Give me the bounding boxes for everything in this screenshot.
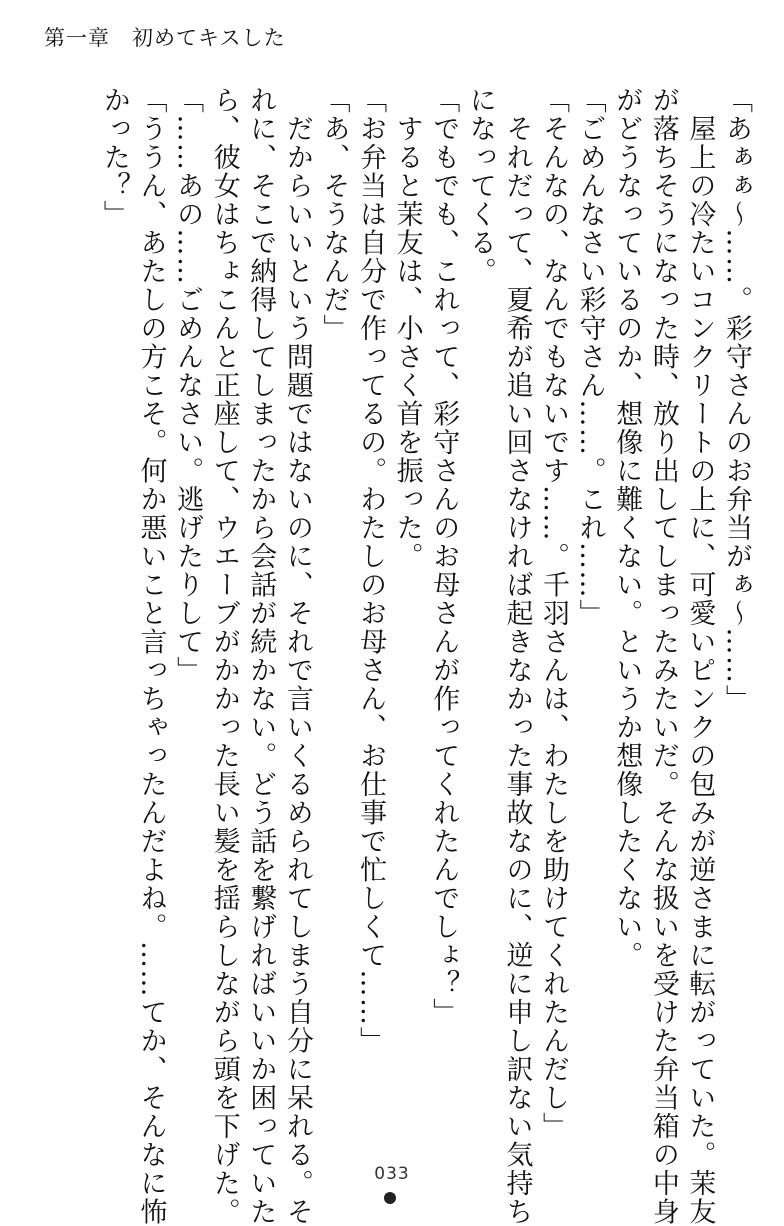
text-line: 「お弁当は自分で作ってるの。わたしのお母さん、お仕事で忙しくて……」 [355,86,387,1055]
chapter-title: 第一章 初めてキスした [44,26,286,50]
text-line: だからいいという問題ではないのに、それで言いくるめられてしまう自分に呆れる。そ [281,86,313,1226]
text-line: それだって、夏希が追い回さなければ起きなかった事故なのに、逆に申し訳ない気持ち [501,86,533,1226]
binding-mark [384,1192,396,1204]
text-line: がどうなっているのか、想像に難くない。というか想像したくない。 [611,86,643,970]
text-line: 「あぁぁ〜……。彩守さんのお弁当がぁ〜……」 [721,86,752,713]
text-line: になってくる。 [464,86,496,286]
text-line: 「そんなの、なんでもないです……。千羽さんは、わたしを助けてくれたんだし」 [538,86,570,1141]
text-line: かった？」 [98,86,130,229]
text-line: 「ううん、あたしの方こそ。何か悪いこと言っちゃったんだよね。……てか、そんなに怖 [135,86,167,1226]
page-number: 033 [374,1164,410,1184]
text-line: 「ごめんなさい彩守さん……。これ……」 [574,86,606,628]
text-line: 「でもでも、これって、彩守さんのお母さんが作ってくれたんでしょ？」 [428,86,460,1027]
text-line: ら、彼女はちょこんと正座して、ウエーブがかかった長い髪を揺らしながら頭を下げた。 [208,86,240,1226]
text-line: 屋上の冷たいコンクリートの上に、可愛いピンクの包みが逆さまに転がっていた。茉友 [684,86,716,1226]
text-line: 「あ、そうなんだ」 [318,86,350,343]
text-line: れに、そこで納得してしまったから会話が続かない。どう話を繋げればいいか困っていた [245,86,277,1226]
text-line: すると茉友は、小さく首を振った。 [391,86,423,571]
text-line: が落ちそうになった時、放り出してしまったみたいだ。そんな扱いを受けた弁当箱の中身 [647,86,679,1226]
text-line: 「……あの……ごめんなさい。逃げたりして」 [172,86,204,685]
